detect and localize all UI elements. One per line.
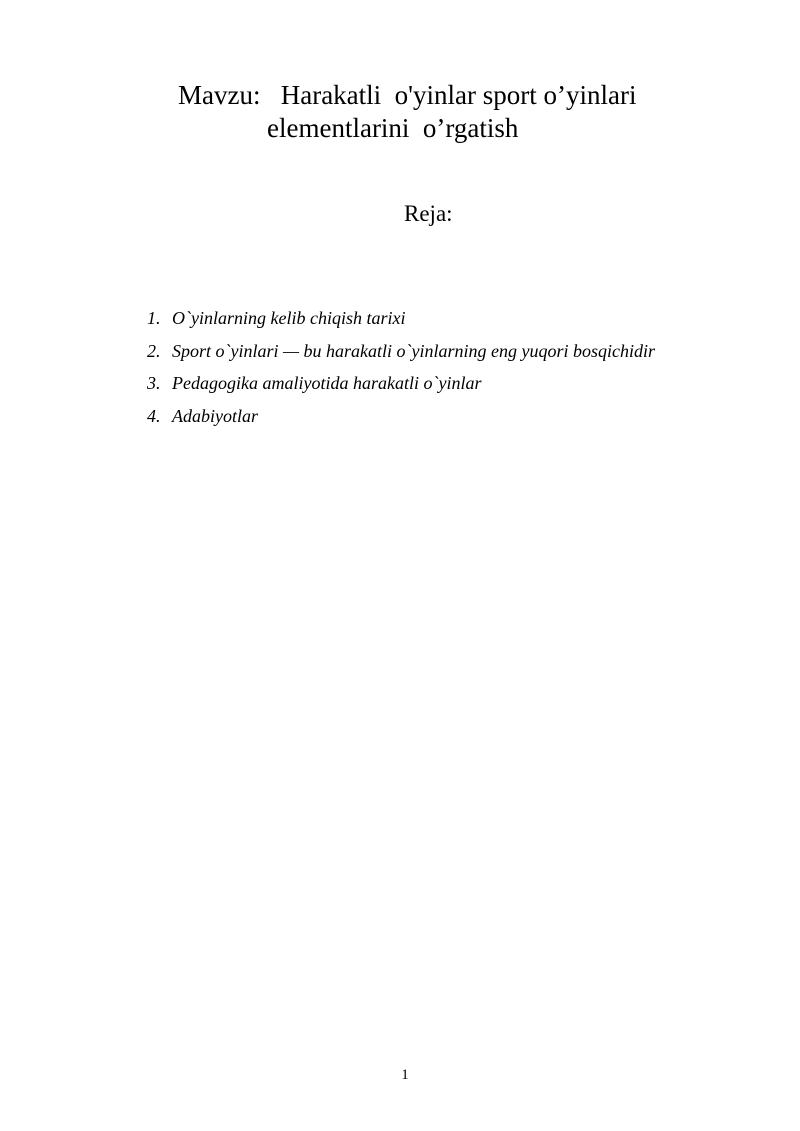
plan-heading: Reja: [404,201,453,226]
document-title-line-1: Mavzu: Harakatli o'yinlar sport o’yinlari [178,80,637,110]
plan-list [120,282,655,426]
plan-item [120,282,655,328]
plan-item [120,380,655,426]
plan-item-text: Sport o`yinlari — bu harakatli o`yinlarning eng yuqori bosqichidir [172,340,655,361]
plan-item-text: O`yinlarning kelib chiqish tarixi [172,308,406,328]
plan-item-number: 4. [147,405,161,426]
plan-item [120,315,655,361]
page-number: 1 [401,1067,409,1083]
plan-item-number: 1. [147,308,161,328]
plan-item-number: 2. [147,340,161,361]
plan-item [120,347,655,393]
plan-item-text: Adabiyotlar [172,405,258,426]
plan-item-number: 3. [147,373,161,393]
plan-item-text: Pedagogika amaliyotida harakatli o`yinlar [172,373,482,393]
document-title-line-2: elementlarini o’rgatish [267,113,519,143]
